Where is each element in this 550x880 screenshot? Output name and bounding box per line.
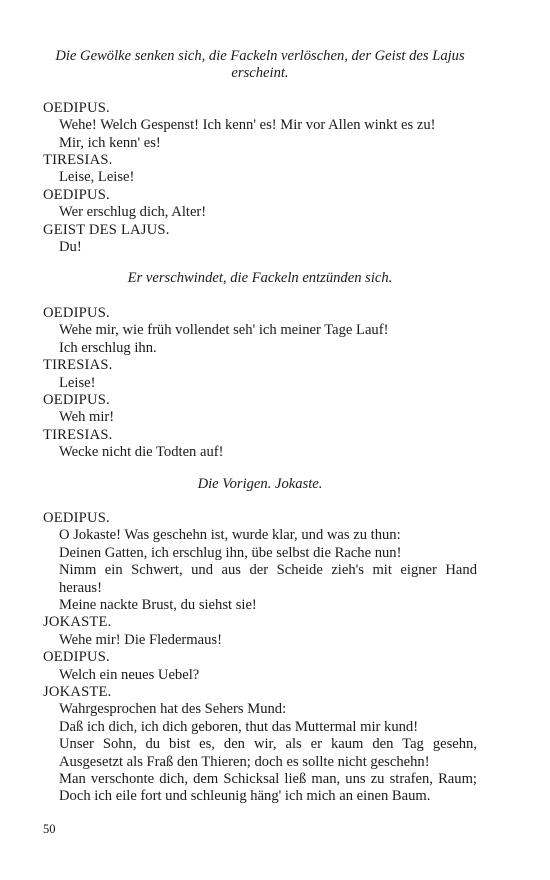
speaker-name: GEIST DES LAJUS.	[43, 221, 170, 238]
dialogue-block	[43, 100, 477, 257]
verse-line: Wehe mir! Die Fledermaus!	[59, 631, 222, 648]
speaker-name: OEDIPUS.	[43, 649, 110, 666]
verse-line: Unser Sohn, du bist es, den wir, als er kaum den Tag gesehn,	[59, 736, 477, 753]
verse-line: Ausgesetzt als Fraß den Thieren; doch es sollte nicht geschehn!	[59, 753, 430, 770]
verse-line: Mir, ich kenn' es!	[59, 134, 161, 151]
speaker-name: OEDIPUS.	[43, 509, 110, 526]
stage-direction: Er verschwindet, die Fackeln entzünden sich.	[127, 270, 393, 287]
verse-line: O Jokaste! Was geschehn ist, wurde klar, und was zu thun:	[59, 527, 401, 544]
verse-line: Doch ich eile fort und schleunig häng' ich mich an einen Baum.	[59, 788, 431, 805]
verse-line: Du!	[59, 239, 82, 256]
dialogue-block	[43, 305, 477, 462]
verse-line: Man verschonte dich, dem Schicksal ließ man, uns zu strafen, Raum;	[59, 771, 477, 788]
verse-line: heraus!	[59, 579, 102, 596]
page-number: 50	[43, 822, 56, 836]
verse-line: Leise, Leise!	[59, 169, 135, 186]
dialogue-block	[43, 510, 477, 806]
speaker-name: TIRESIAS.	[43, 426, 113, 443]
speaker-name: TIRESIAS.	[43, 152, 113, 169]
stage-direction: Die Vorigen. Jokaste.	[197, 475, 323, 492]
speaker-name: JOKASTE.	[43, 614, 112, 631]
page-body	[43, 48, 477, 806]
verse-line: Wahrgesprochen hat des Sehers Mund:	[59, 701, 287, 718]
verse-line: Deinen Gatten, ich erschlug ihn, übe selbst die Rache nun!	[59, 544, 402, 561]
verse-line: Meine nackte Brust, du siehst sie!	[59, 596, 257, 613]
speaker-name: TIRESIAS.	[43, 357, 113, 374]
speaker-name: OEDIPUS.	[43, 304, 110, 321]
verse-line: Wecke nicht die Todten auf!	[59, 444, 224, 461]
speaker-name: OEDIPUS.	[43, 186, 110, 203]
speaker-name: OEDIPUS.	[43, 99, 110, 116]
verse-line: Wer erschlug dich, Alter!	[59, 204, 207, 221]
verse-line: Wehe mir, wie früh vollendet seh' ich meiner Tage Lauf!	[59, 322, 389, 339]
speaker-name: JOKASTE.	[43, 684, 112, 700]
stage-direction: Die Gewölke senken sich, die Fackeln verlöschen, der Geist des Lajus erscheint.	[55, 48, 465, 82]
verse-line: Weh mir!	[59, 409, 115, 426]
verse-line: Nimm ein Schwert, und aus der Scheide zieh's mit eigner Hand	[59, 562, 477, 579]
speaker-name: OEDIPUS.	[43, 391, 110, 408]
verse-line: Daß ich dich, ich dich geboren, thut das Muttermal mir kund!	[59, 718, 419, 735]
verse-line: Wehe! Welch Gespenst! Ich kenn' es! Mir vor Allen winkt es zu!	[59, 117, 436, 134]
verse-line: Welch ein neues Uebel?	[59, 666, 200, 683]
verse-line: Ich erschlug ihn.	[59, 339, 157, 356]
verse-line: Leise!	[59, 374, 96, 391]
